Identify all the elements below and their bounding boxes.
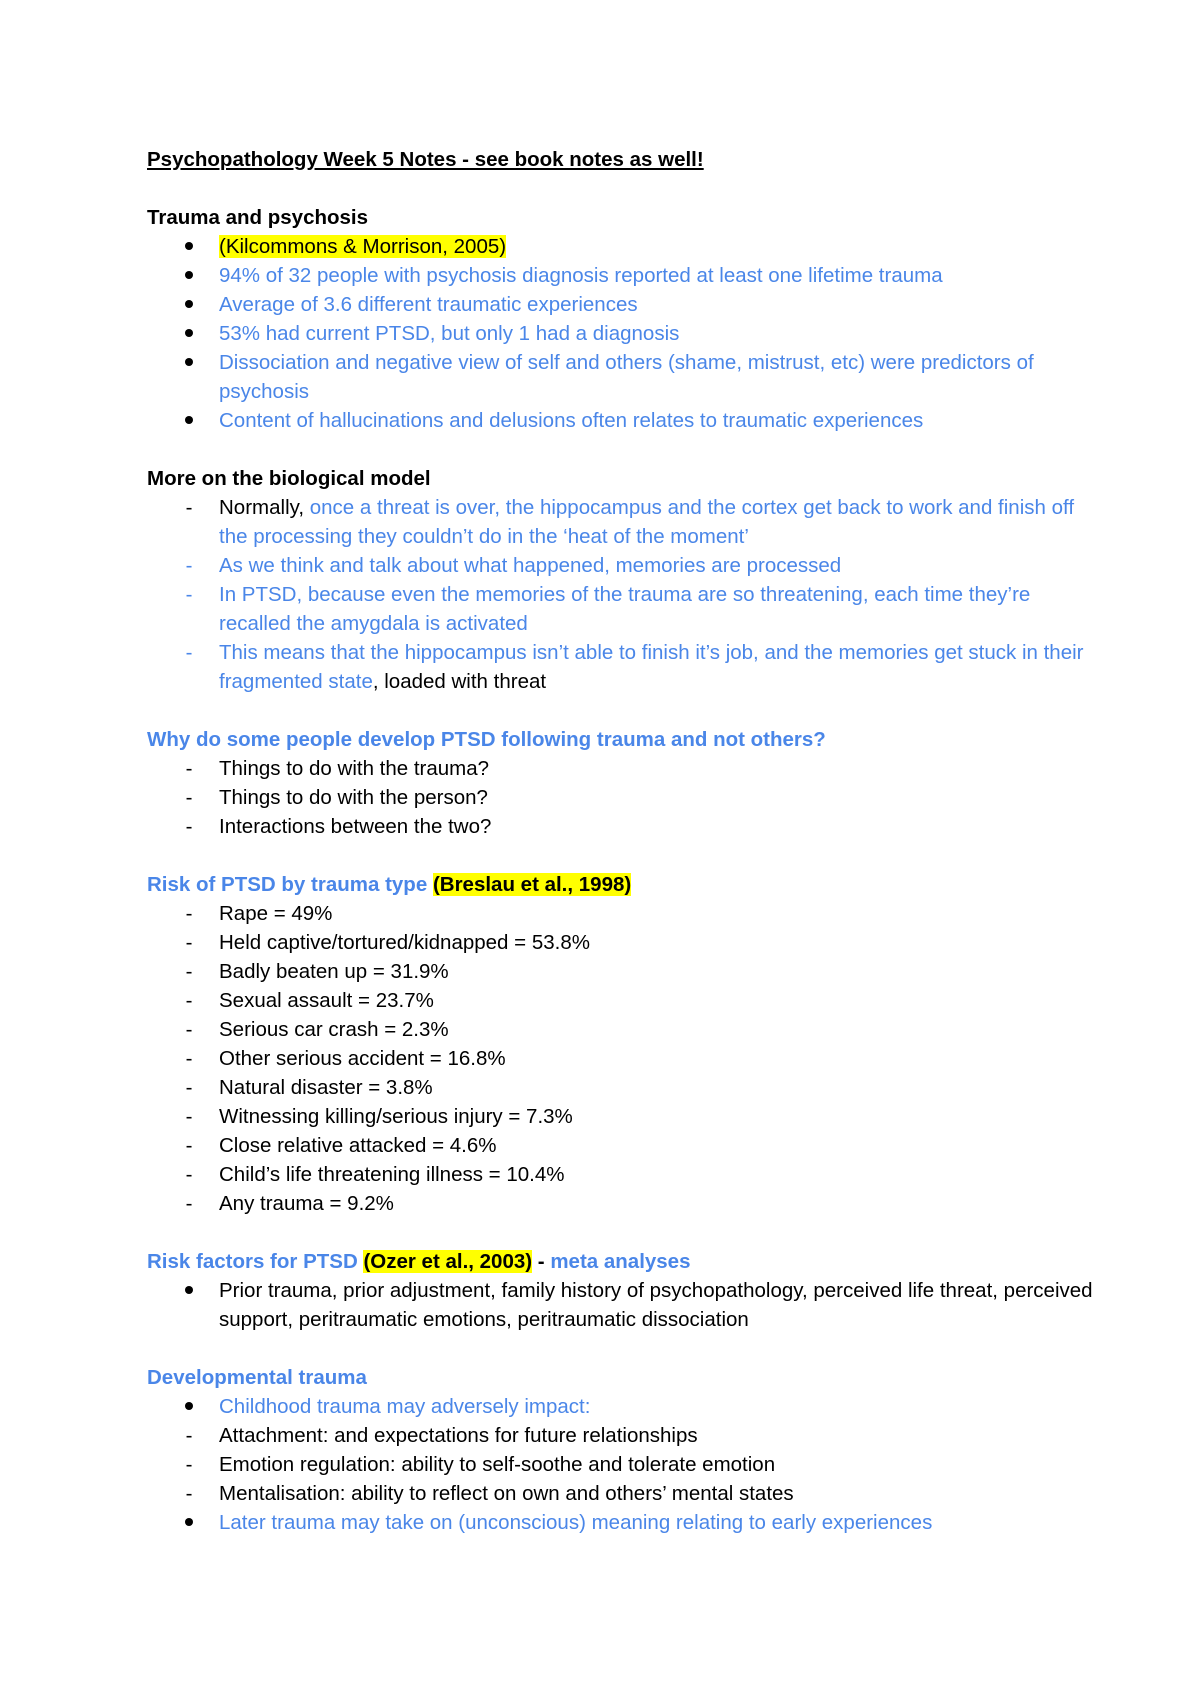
list-item xyxy=(147,290,1100,319)
list-item xyxy=(147,493,1100,551)
bullet-icon xyxy=(185,1286,193,1294)
list-item-text: Average of 3.6 different traumatic experiences xyxy=(219,293,638,316)
list-item xyxy=(147,232,1100,261)
dash-marker: - xyxy=(185,989,193,1012)
section-heading-developmental-trauma: Developmental trauma xyxy=(147,1366,367,1389)
list-item xyxy=(147,1160,1100,1189)
section-heading-why-ptsd: Why do some people develop PTSD following trauma and not others? xyxy=(147,728,826,751)
list-item-text: Normally, xyxy=(219,496,310,519)
list-item xyxy=(147,1044,1100,1073)
list-item xyxy=(147,1479,1100,1508)
list-item xyxy=(147,1102,1100,1131)
bullet-icon xyxy=(185,329,193,337)
list-item-text: Childhood trauma may adversely impact: xyxy=(219,1395,591,1418)
section-heading-biological-model: More on the biological model xyxy=(147,467,431,490)
dash-marker: - xyxy=(185,1163,193,1186)
section-heading-risk-factors xyxy=(147,1247,1100,1276)
dash-marker: - xyxy=(185,1192,193,1215)
list-item xyxy=(147,638,1100,696)
list-item xyxy=(147,261,1100,290)
dash-marker: - xyxy=(185,583,193,606)
list-item-text: Prior trauma, prior adjustment, family history of psychopathology, perceived life threat, perceived support, peritraumatic emotions, peritraumatic dissociation xyxy=(219,1279,1093,1331)
list-item xyxy=(147,406,1100,435)
bullet-icon xyxy=(185,300,193,308)
list-item xyxy=(147,812,1100,841)
list-item xyxy=(147,580,1100,638)
dash-marker: - xyxy=(185,1105,193,1128)
dash-marker: - xyxy=(185,554,193,577)
dash-marker: - xyxy=(185,1453,193,1476)
list-item xyxy=(147,1392,1100,1421)
list-item xyxy=(147,348,1100,406)
risk-factors-list xyxy=(147,1276,1100,1334)
list-item xyxy=(147,1015,1100,1044)
citation-highlight: (Breslau et al., 1998) xyxy=(432,873,632,896)
heading-text: Risk of PTSD by trauma type xyxy=(147,873,428,896)
dash-marker: - xyxy=(185,757,193,780)
citation-highlight: (Ozer et al., 2003) xyxy=(363,1250,533,1273)
list-item xyxy=(147,1073,1100,1102)
dash-marker: - xyxy=(185,1047,193,1070)
risk-type-list xyxy=(147,899,1100,1218)
list-item-text: 94% of 32 people with psychosis diagnosis reported at least one lifetime trauma xyxy=(219,264,943,287)
list-item-text: Other serious accident = 16.8% xyxy=(219,1047,506,1070)
list-item-text: Things to do with the trauma? xyxy=(219,757,490,780)
bullet-icon xyxy=(185,1518,193,1526)
list-item xyxy=(147,1421,1100,1450)
list-item xyxy=(147,957,1100,986)
trauma-psychosis-list xyxy=(147,232,1100,435)
list-item-text: This means that the hippocampus isn’t able to finish it’s job, and the memories get stuck in their fragmented state xyxy=(219,641,1084,693)
section-heading-trauma-psychosis: Trauma and psychosis xyxy=(147,206,369,229)
heading-text: Risk factors for PTSD xyxy=(147,1250,358,1273)
list-item xyxy=(147,899,1100,928)
dash-marker: - xyxy=(185,1134,193,1157)
list-item-text: Emotion regulation: ability to self-soothe and tolerate emotion xyxy=(219,1453,776,1476)
list-item xyxy=(147,1450,1100,1479)
dash-marker: - xyxy=(185,1424,193,1447)
section-heading-risk-type xyxy=(147,870,1100,899)
page-title: Psychopathology Week 5 Notes - see book notes as well! xyxy=(147,148,704,171)
dash-marker: - xyxy=(185,496,193,519)
list-item xyxy=(147,1276,1100,1334)
list-item xyxy=(147,551,1100,580)
list-item-text: As we think and talk about what happened, memories are processed xyxy=(219,554,842,577)
list-item-text: Interactions between the two? xyxy=(219,815,492,838)
list-item-text: Sexual assault = 23.7% xyxy=(219,989,434,1012)
list-item-text: Attachment: and expectations for future relationships xyxy=(219,1424,698,1447)
list-item-text: Held captive/tortured/kidnapped = 53.8% xyxy=(219,931,590,954)
dash-marker: - xyxy=(185,931,193,954)
list-item-text: Witnessing killing/serious injury = 7.3% xyxy=(219,1105,573,1128)
list-item xyxy=(147,928,1100,957)
list-item-text: Dissociation and negative view of self and others (shame, mistrust, etc) were predictors of psychosis xyxy=(219,351,1034,403)
list-item-text: Any trauma = 9.2% xyxy=(219,1192,394,1215)
bullet-icon xyxy=(185,242,193,250)
dash-marker: - xyxy=(185,902,193,925)
dash-marker: - xyxy=(185,815,193,838)
dash-marker: - xyxy=(185,1482,193,1505)
list-item-text: Natural disaster = 3.8% xyxy=(219,1076,433,1099)
dash-marker: - xyxy=(185,641,193,664)
dash-marker: - xyxy=(185,1018,193,1041)
list-item-text: Later trauma may take on (unconscious) meaning relating to early experiences xyxy=(219,1511,933,1534)
citation-highlight: (Kilcommons & Morrison, 2005) xyxy=(219,235,507,258)
list-item xyxy=(147,986,1100,1015)
developmental-trauma-list xyxy=(147,1392,1100,1537)
list-item-text: once a threat is over, the hippocampus and the cortex get back to work and finish off the processing they couldn’t do in the ‘heat of the moment’ xyxy=(219,496,1075,548)
list-item-text: , loaded with threat xyxy=(372,670,547,693)
list-item-text: Content of hallucinations and delusions often relates to traumatic experiences xyxy=(219,409,924,432)
list-item xyxy=(147,1131,1100,1160)
list-item-text: Badly beaten up = 31.9% xyxy=(219,960,449,983)
biological-model-list xyxy=(147,493,1100,696)
list-item-text: Mentalisation: ability to reflect on own and others’ mental states xyxy=(219,1482,794,1505)
list-item xyxy=(147,783,1100,812)
heading-dash: - xyxy=(532,1250,551,1273)
dash-marker: - xyxy=(185,786,193,809)
why-ptsd-list xyxy=(147,754,1100,841)
bullet-icon xyxy=(185,271,193,279)
list-item-text: Serious car crash = 2.3% xyxy=(219,1018,449,1041)
bullet-icon xyxy=(185,416,193,424)
list-item-text: 53% had current PTSD, but only 1 had a diagnosis xyxy=(219,322,680,345)
bullet-icon xyxy=(185,1402,193,1410)
list-item xyxy=(147,1508,1100,1537)
dash-marker: - xyxy=(185,960,193,983)
bullet-icon xyxy=(185,358,193,366)
list-item-text: Rape = 49% xyxy=(219,902,333,925)
dash-marker: - xyxy=(185,1076,193,1099)
list-item-text: Close relative attacked = 4.6% xyxy=(219,1134,497,1157)
list-item-text: In PTSD, because even the memories of the trauma are so threatening, each time they’re recalled the amygdala is activated xyxy=(219,583,1031,635)
heading-suffix: meta analyses xyxy=(550,1250,691,1273)
list-item xyxy=(147,1189,1100,1218)
list-item-text: Things to do with the person? xyxy=(219,786,488,809)
list-item xyxy=(147,319,1100,348)
list-item xyxy=(147,754,1100,783)
list-item-text: Child’s life threatening illness = 10.4% xyxy=(219,1163,565,1186)
